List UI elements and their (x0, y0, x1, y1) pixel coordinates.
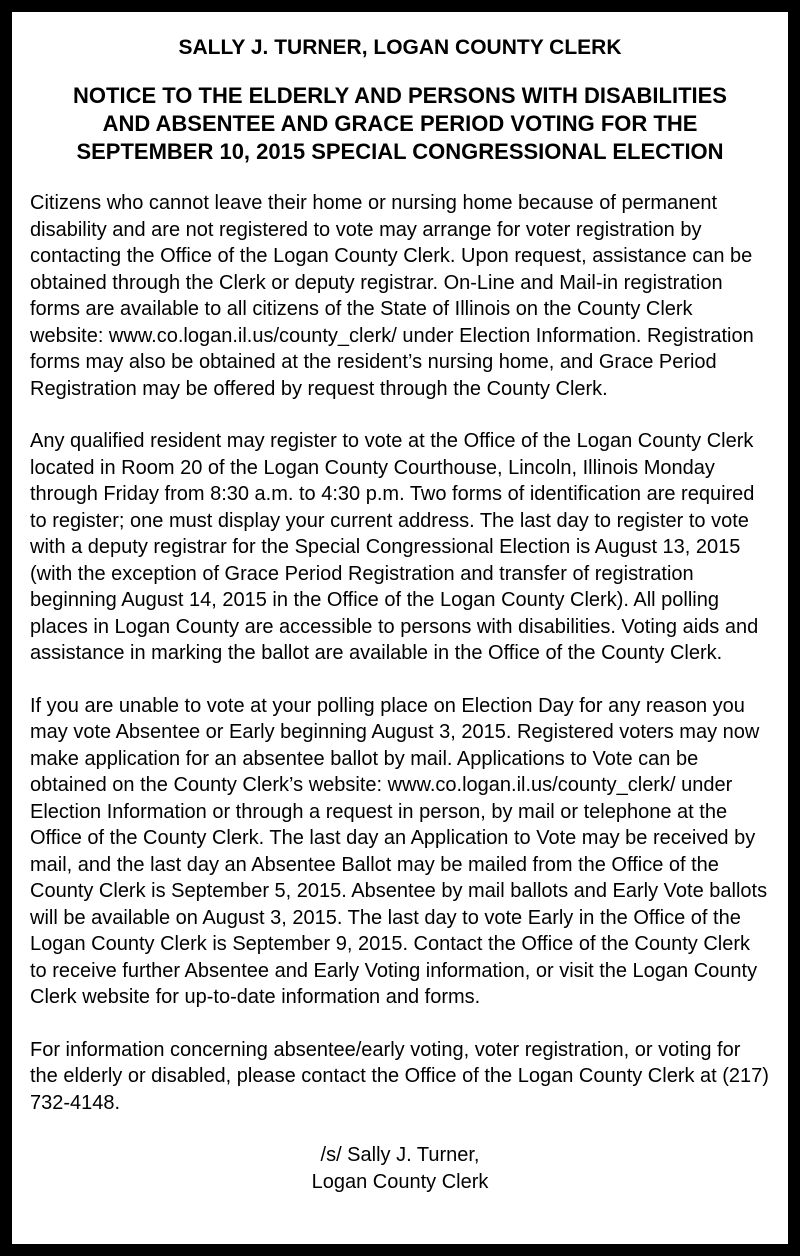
notice-heading-line-3: SEPTEMBER 10, 2015 SPECIAL CONGRESSIONAL ELECTION (76, 139, 724, 164)
notice-paragraph-absentee-early-voting: If you are unable to vote at your polling place on Election Day for any reason you may vote Absentee or Early beginning August 3, 2015. Registered voters may now make application for an absentee ballot by mail. Applications to Vote can be obtained on the County Clerk’s website: www.co.logan.il.us/county_clerk/ under Election Information or through a request in person, by mail or telephone at the Office of the County Clerk. The last day an Application to Vote may be received by mail, and the last day an Absentee Ballot may be mailed from the Office of the County Clerk is September 5, 2015. Absentee by mail ballots and Early Vote ballots will be available on August 3, 2015. The last day to vote Early in the Office of the Logan County Clerk is September 9, 2015. Contact the Office of the County Clerk to receive further Absentee and Early Voting information, or visit the Logan County Clerk website for up-to-date information and forms. (30, 694, 768, 1008)
notice-paragraph-registration: Citizens who cannot leave their home or nursing home because of permanent disability and are not registered to vote may arrange for voter registration by contacting the Office of the Logan County Clerk. Upon request, assistance can be obtained through the Clerk or deputy registrar. On-Line and Mail-in registration forms are available to all citizens of the State of Illinois on the County Clerk website: www.co.logan.il.us/county_clerk/ under Election Information. Registration forms may also be obtained at the resident’s nursing home, and Grace Period Registration may be offered by request through the County Clerk. (30, 192, 754, 400)
notice-heading-line-1: NOTICE TO THE ELDERLY AND PERSONS WITH DISABILITIES (73, 83, 727, 108)
signature-line-1: /s/ Sally J. Turner, (320, 1144, 480, 1166)
notice-heading-line-2: AND ABSENTEE AND GRACE PERIOD VOTING FOR THE (102, 111, 698, 136)
notice-title: SALLY J. TURNER, LOGAN COUNTY CLERK (178, 36, 622, 59)
notice-paragraph-register-in-person: Any qualified resident may register to vote at the Office of the Logan County Clerk located in Room 20 of the Logan County Courthouse, Lincoln, Illinois Monday through Friday from 8:30 a.m. to 4:30 p.m. Two forms of identification are required to register; one must display your current address. The last day to register to vote with a deputy registrar for the Special Congressional Election is August 13, 2015 (with the exception of Grace Period Registration and transfer of registration beginning August 14, 2015 in the Office of the Logan County Clerk). All polling places in Logan County are accessible to persons with disabilities. Voting aids and assistance in marking the ballot are available in the Office of the County Clerk. (30, 430, 759, 664)
notice-page (12, 12, 788, 1244)
signature-block (30, 1142, 770, 1195)
notice-body (30, 190, 770, 1116)
notice-paragraph-contact-info: For information concerning absentee/early voting, voter registration, or voting for the elderly or disabled, please contact the Office of the Logan County Clerk at (217) 732-4148. (30, 1038, 769, 1114)
notice-heading (30, 82, 770, 166)
signature-line-2: Logan County Clerk (311, 1170, 489, 1193)
